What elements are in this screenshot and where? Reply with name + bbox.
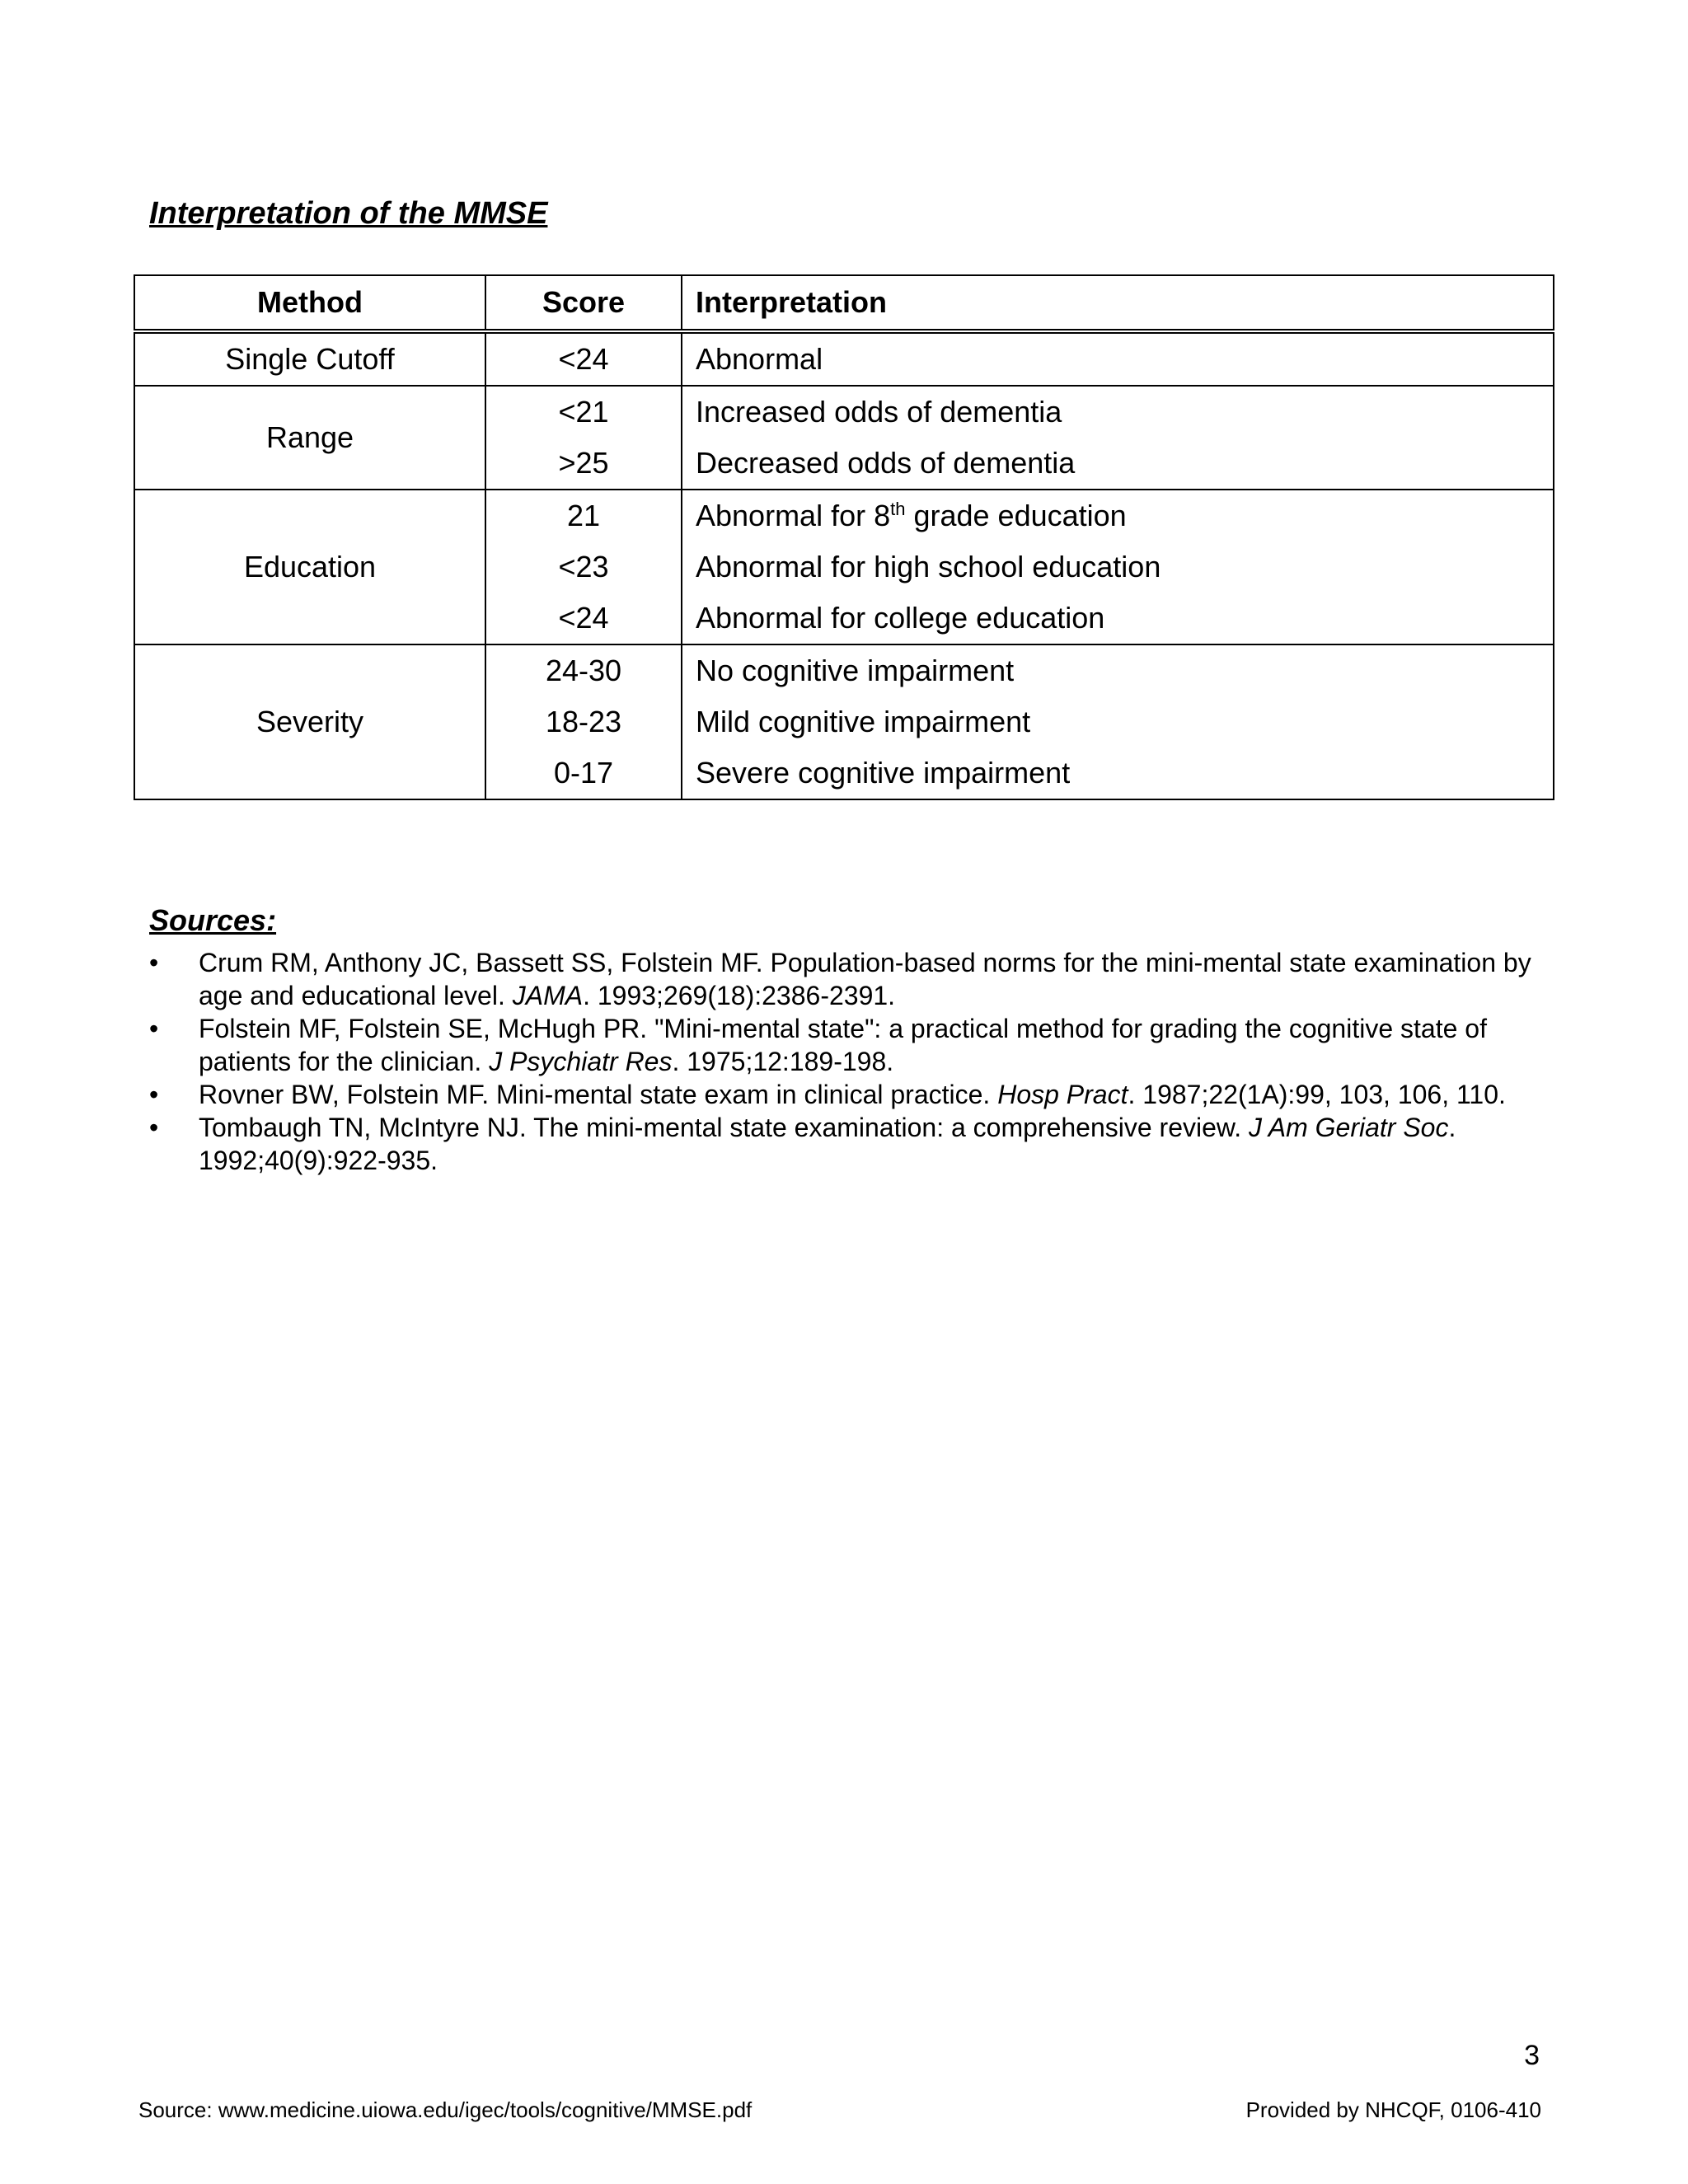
group-single-cutoff bbox=[134, 331, 1554, 386]
score-cell: <24 bbox=[485, 331, 682, 386]
score-cell: 0-17 bbox=[485, 748, 682, 799]
score-cell: 24-30 bbox=[485, 644, 682, 696]
score-cell: <21 bbox=[485, 386, 682, 438]
interpretation-cell: Decreased odds of dementia bbox=[682, 438, 1554, 490]
citation-details: . 1987;22(1A):99, 103, 106, 110. bbox=[1128, 1080, 1506, 1109]
method-cell: Range bbox=[134, 386, 485, 490]
source-item bbox=[149, 946, 1542, 1012]
bullet-icon: • bbox=[149, 1014, 159, 1043]
sources-heading: Sources: bbox=[149, 903, 277, 937]
interpretation-cell: Abnormal bbox=[682, 331, 1554, 386]
interpretation-cell bbox=[682, 490, 1554, 541]
citation-details: . 1992;40(9):922-935. bbox=[199, 1113, 1456, 1175]
header-score: Score bbox=[485, 275, 682, 331]
journal-name: J Psychiatr Res bbox=[489, 1047, 673, 1076]
citation-text: Folstein MF, Folstein SE, McHugh PR. "Mini-mental state": a practical method for grading the cognitive state of patients for the clinician. bbox=[199, 1014, 1487, 1076]
table-row bbox=[134, 490, 1554, 541]
journal-name: JAMA bbox=[512, 981, 584, 1010]
method-cell: Single Cutoff bbox=[134, 331, 485, 386]
mmse-interpretation-table bbox=[134, 274, 1554, 800]
bullet-icon: • bbox=[149, 1080, 159, 1109]
group-severity bbox=[134, 644, 1554, 799]
method-cell: Severity bbox=[134, 644, 485, 799]
citation-details: . 1993;269(18):2386-2391. bbox=[583, 981, 896, 1010]
header-interpretation: Interpretation bbox=[682, 275, 1554, 331]
interpretation-text: Abnormal for 8 bbox=[696, 499, 891, 532]
score-cell: 21 bbox=[485, 490, 682, 541]
sources-list bbox=[149, 946, 1542, 1177]
table-row bbox=[134, 331, 1554, 386]
journal-name: J Am Geriatr Soc bbox=[1249, 1113, 1449, 1142]
score-cell: <24 bbox=[485, 593, 682, 644]
source-item bbox=[149, 1111, 1542, 1177]
group-education bbox=[134, 490, 1554, 644]
citation-text: Rovner BW, Folstein MF. Mini-mental state exam in clinical practice. bbox=[199, 1080, 998, 1109]
source-item bbox=[149, 1012, 1542, 1078]
score-cell: <23 bbox=[485, 541, 682, 593]
journal-name: Hosp Pract bbox=[997, 1080, 1128, 1109]
interpretation-cell: Severe cognitive impairment bbox=[682, 748, 1554, 799]
score-cell: >25 bbox=[485, 438, 682, 490]
table-row bbox=[134, 386, 1554, 438]
table-row bbox=[134, 644, 1554, 696]
bullet-icon: • bbox=[149, 948, 159, 977]
citation-text: Tombaugh TN, McIntyre NJ. The mini-mental state examination: a comprehensive review. bbox=[199, 1113, 1250, 1142]
footer-source: Source: www.medicine.uiowa.edu/igec/tools/cognitive/MMSE.pdf bbox=[138, 2097, 753, 2122]
interpretation-cell: Abnormal for college education bbox=[682, 593, 1554, 644]
header-method: Method bbox=[134, 275, 485, 331]
method-cell: Education bbox=[134, 490, 485, 644]
group-range bbox=[134, 386, 1554, 490]
bullet-icon: • bbox=[149, 1113, 159, 1142]
interpretation-cell: No cognitive impairment bbox=[682, 644, 1554, 696]
citation-details: . 1975;12:189-198. bbox=[672, 1047, 894, 1076]
interpretation-cell: Abnormal for high school education bbox=[682, 541, 1554, 593]
page-number: 3 bbox=[1524, 2040, 1540, 2071]
source-item bbox=[149, 1078, 1542, 1111]
interpretation-text: grade education bbox=[905, 499, 1127, 532]
footer-provider: Provided by NHCQF, 0106-410 bbox=[1245, 2097, 1541, 2122]
ordinal-suffix: th bbox=[890, 499, 906, 519]
interpretation-cell: Increased odds of dementia bbox=[682, 386, 1554, 438]
citation-text: Crum RM, Anthony JC, Bassett SS, Folstein MF. Population-based norms for the mini-mental state examination by age and educational level. bbox=[199, 948, 1531, 1010]
score-cell: 18-23 bbox=[485, 696, 682, 748]
table-header-row bbox=[134, 275, 1554, 331]
page-title: Interpretation of the MMSE bbox=[149, 196, 548, 231]
interpretation-cell: Mild cognitive impairment bbox=[682, 696, 1554, 748]
